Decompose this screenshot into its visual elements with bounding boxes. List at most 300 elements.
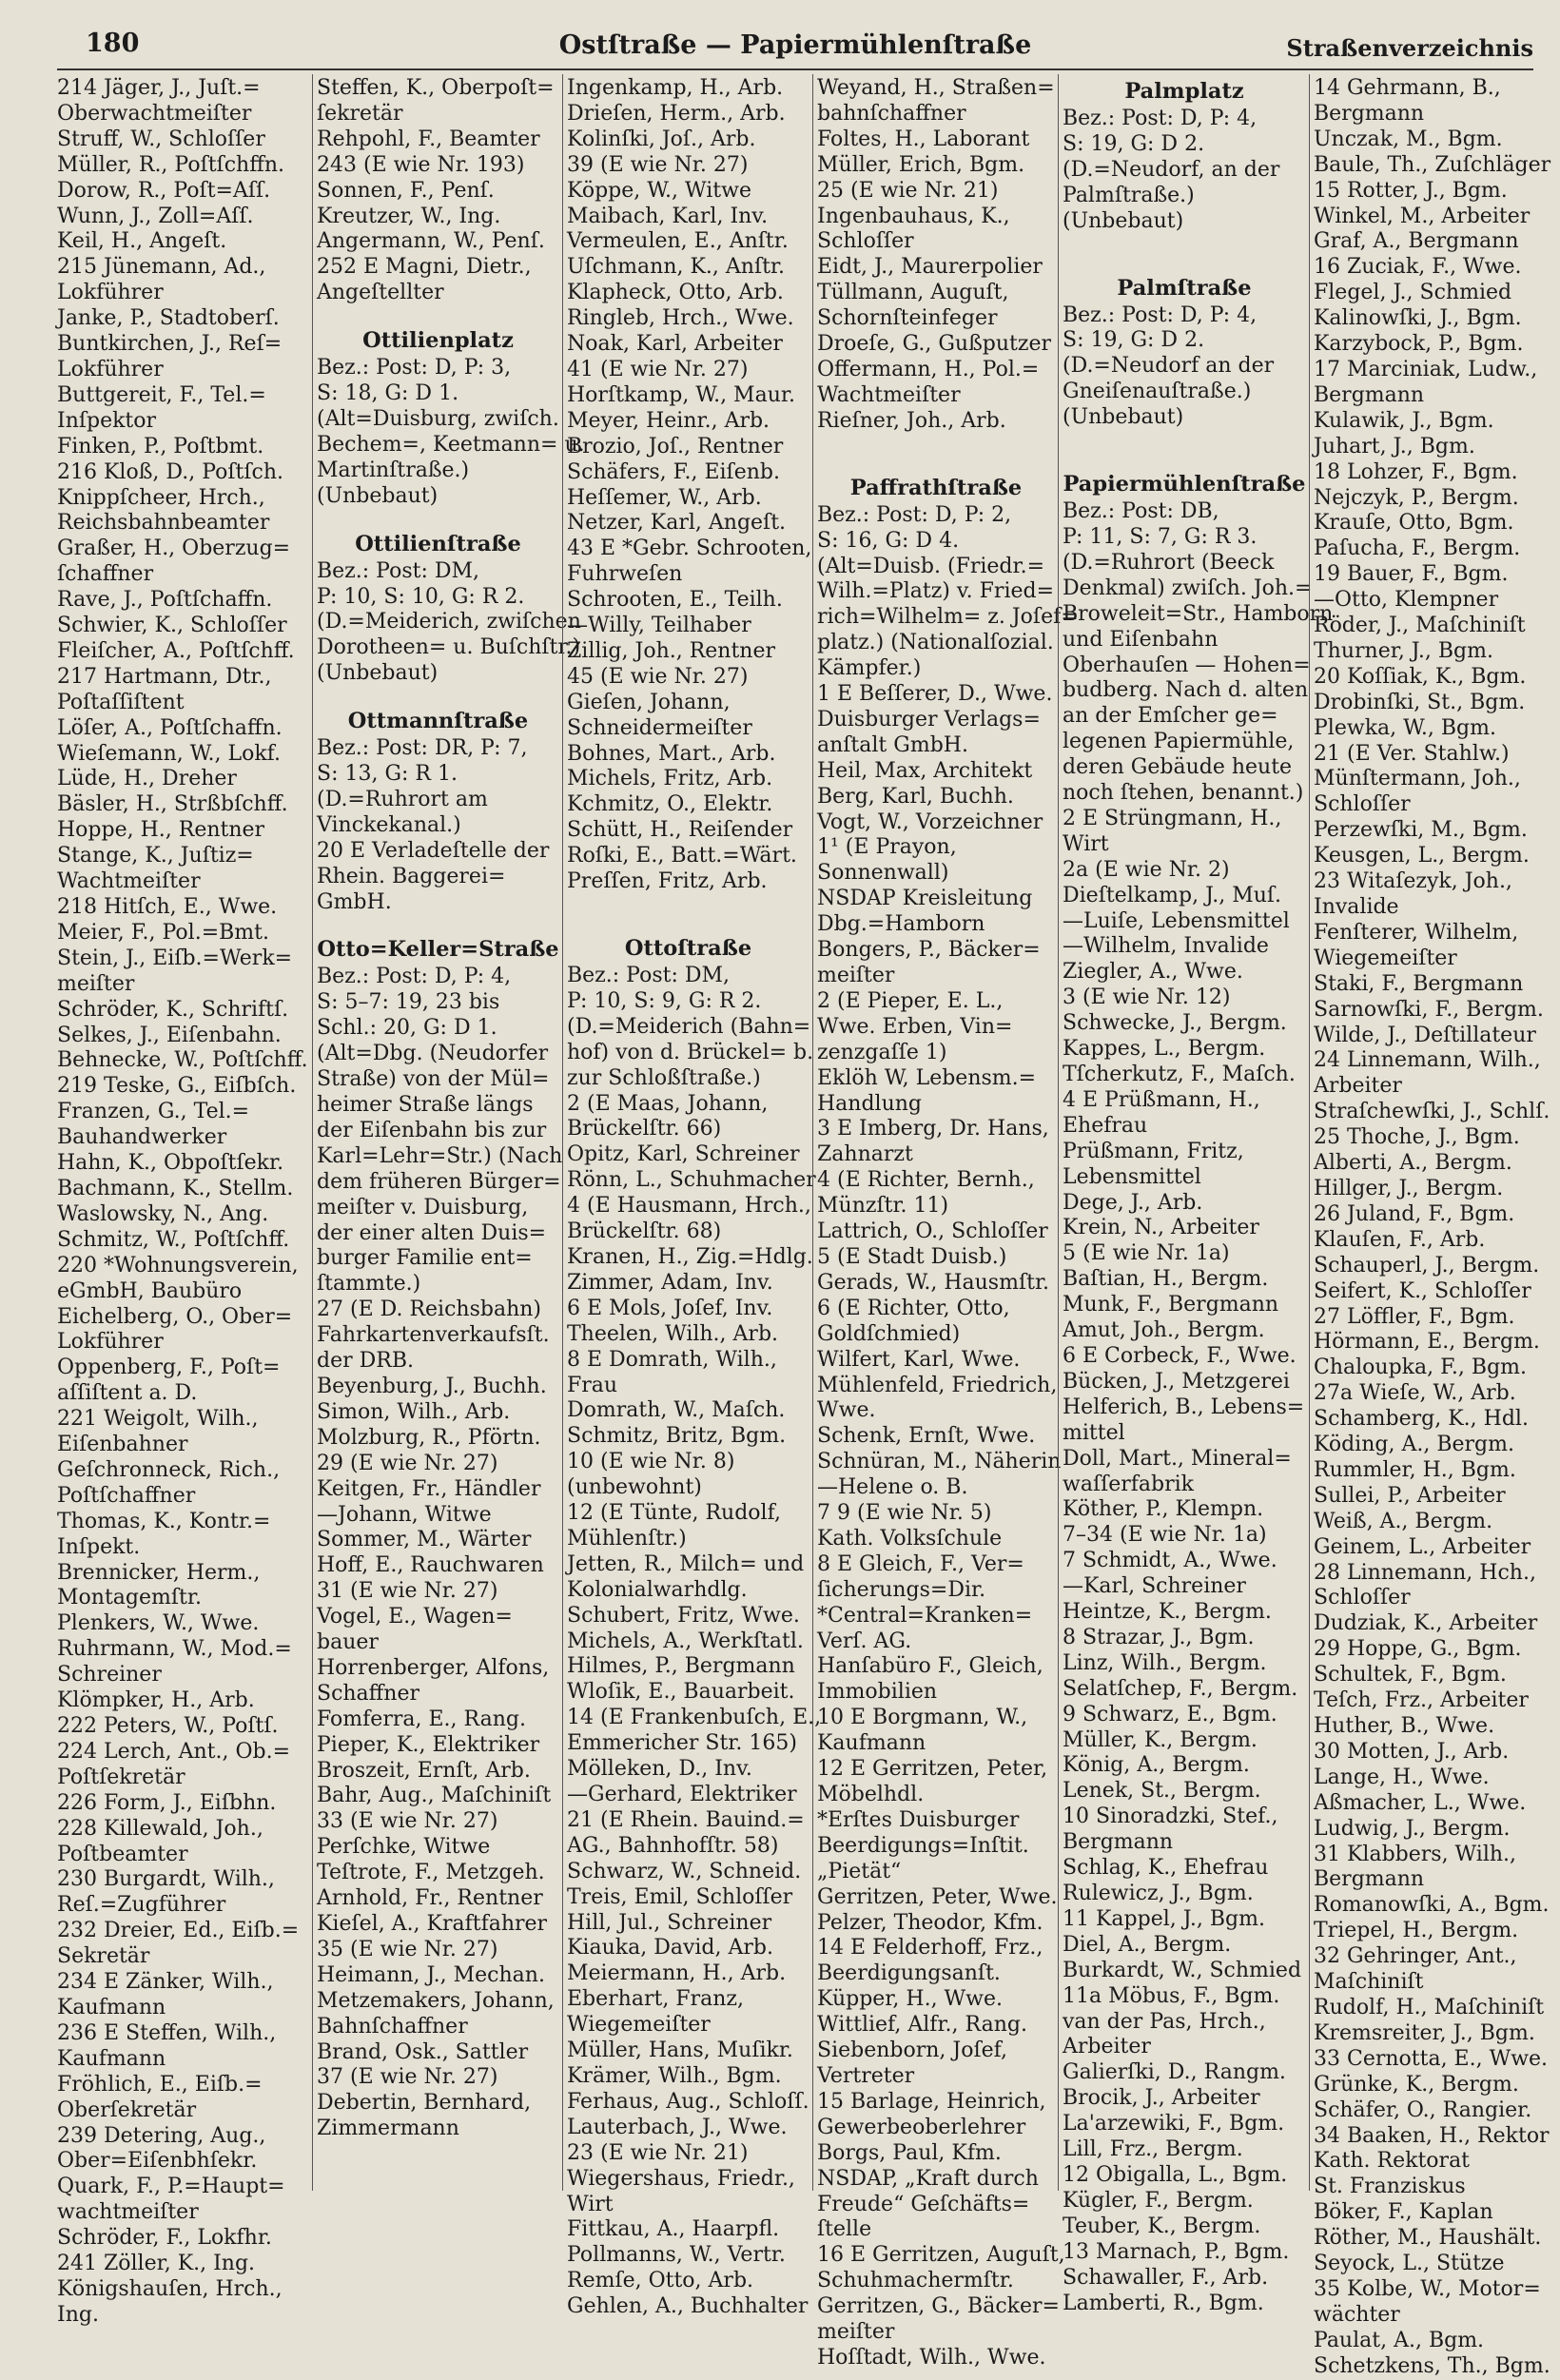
entry-line: S: 5–7: 19, 23 bis [317,990,500,1015]
entry-line: Wwe. Erben, Vin= [817,1014,1013,1039]
entry-line: 4 (E Hausmann, Hrch., [567,1194,811,1219]
entry-line: 25 (E wie Nr. 21) [817,178,999,203]
entry-line: Emmericher Str. 165) [567,1731,797,1756]
entry-line: Winkel, M., Arbeiter [1314,204,1531,228]
entry-line: Teuber, K., Bergm. [1063,2214,1261,2238]
entry-line: Fenſterer, Wilhelm, [1314,920,1519,945]
entry-line: Ludwig, J., Bergm. [1314,1816,1511,1841]
entry-line: Lokführer [57,281,164,305]
entry-line: Vertreter [817,2063,915,2088]
entry-line: Seyock, L., Stütze [1314,2252,1505,2276]
entry-line: Lüde, H., Dreher [57,767,237,791]
entry-line: Müller, K., Bergm. [1063,1727,1258,1752]
entry-line: 45 (E wie Nr. 27) [567,664,749,689]
entry-line: Gerritzen, G., Bäcker= [817,2294,1060,2319]
entry-line: (D.=Neudorf, an der [1063,157,1280,182]
entry-line: 214 Jäger, J., Juſt.= [57,76,261,100]
entry-line: 222 Peters, W., Poſtſ. [57,1714,279,1738]
entry-line: Gerads, W., Hausmſtr. [817,1270,1050,1295]
entry-line: Perzewſki, M., Bgm. [1314,818,1528,843]
entry-line: 33 Cernotta, E., Wwe. [1314,2046,1549,2071]
entry-line: Vogel, E., Wagen= [317,1605,513,1629]
entry-line: 27 Löffler, F., Bgm. [1314,1304,1515,1329]
entry-line: Wilh.=Platz) v. Fried= [817,579,1055,604]
entry-line: Sarnowſki, F., Bergm. [1314,997,1544,1022]
entry-line: Heimann, J., Mechan. [317,1962,545,1987]
entry-line: Netzer, Karl, Angeſt. [567,511,787,536]
entry-line: der Eiſenbahn bis zur [317,1118,547,1142]
entry-line: Baule, Th., Zuſchläger [1314,152,1551,177]
entry-line: NSDAP Kreisleitung [817,887,1033,911]
entry-line: 11 Kappel, J., Bgm. [1063,1906,1265,1931]
entry-line: Rhein. Baggerei= [317,864,506,888]
entry-line: Jetten, R., Milch= und [567,1551,805,1576]
entry-line: Brückelſtr. 68) [567,1219,722,1244]
entry-line: 21 (E Rhein. Bauind.= [567,1807,805,1832]
entry-line: Wirt [567,2192,614,2216]
entry-line: Schornſteinfeger [817,306,998,331]
entry-line: Doll, Mart., Mineral= [1063,1446,1292,1471]
entry-line: Baſtian, H., Bergm. [1063,1267,1269,1292]
entry-line: Kiauka, David, Arb. [567,1936,773,1961]
entry-line: Ehefrau [1063,1113,1148,1138]
entry-line: Köppe, W., Witwe [567,178,751,203]
entry-line: Rummler, H., Bgm. [1314,1457,1516,1482]
entry-line: burger Familie ent= [317,1246,533,1271]
entry-line: Metzemakers, Johann, [317,1988,555,2013]
entry-line: Wloſik, E., Bauarbeit. [567,1680,795,1705]
entry-line: Alberti, A., Bergm. [1314,1151,1512,1176]
entry-line: Arnhold, Fr., Rentner [317,1886,543,1911]
entry-line: (Unbebaut) [1063,208,1184,233]
entry-line: P: 10, S: 9, G: R 2. [567,988,762,1013]
entry-line: 14 (E Frankenbuſch, E., [567,1706,822,1730]
entry-line: Bez.: Post: D, P: 2, [817,502,1012,527]
entry-line: Invalide [1314,895,1399,919]
entry-line: Handlung [817,1091,923,1116]
entry-line: Schauperl, J., Bergm. [1314,1253,1540,1278]
entry-line: Bez.: Post: DM, [567,964,731,987]
entry-line: 29 (E wie Nr. 27) [317,1451,498,1475]
entry-line: Wiegemeiſter [567,2013,711,2038]
entry-line: Freude“ Geſchäfts= [817,2192,1030,2216]
entry-line: Keitgen, Fr., Händler [317,1476,541,1501]
entry-line: Schmitz, W., Poſtſchff. [57,1227,290,1252]
entry-line: eGmbH, Baubüro [57,1278,243,1303]
entry-line: Berg, Karl, Buchh. [817,784,1014,809]
entry-line: Klömpker, H., Arb. [57,1688,255,1713]
entry-line: 10 Sinoradzki, Stef., [1063,1805,1278,1829]
entry-line: 30 Motten, J., Arb. [1314,1739,1510,1764]
entry-line: Karl=Lehr=Str.) (Nach [317,1143,563,1168]
entry-line: Klauſen, F., Arb. [1314,1227,1486,1252]
entry-line: Meyer, Heinr., Arb. [567,408,770,433]
spacer [317,510,559,529]
entry-line: 13 Marnach, P., Bgm. [1063,2239,1290,2264]
entry-line: 228 Killewald, Joh., [57,1816,263,1841]
entry-line: 241 Zöller, K., Ing. [57,2252,256,2276]
entry-line: 15 Rotter, J., Bgm. [1314,178,1508,203]
spacer [1063,450,1306,469]
entry-line: Triepel, H., Bergm. [1314,1919,1519,1943]
entry-line: 6 (E Richter, Otto, [817,1296,1010,1320]
entry-line: Janke, P., Stadtoberſ. [57,306,280,331]
entry-line: 28 Linnemann, Hch., [1314,1560,1536,1585]
entry-line: 218 Hitſch, E., Wwe. [57,895,278,919]
entry-line: Horſtkamp, W., Maur. [567,382,795,407]
entry-line: 41 (E wie Nr. 27) [567,357,749,381]
entry-line: Huther, B., Wwe. [1314,1714,1495,1738]
entry-line: zur Schloßſtraße.) [567,1065,761,1090]
street-heading: Palmplatz [1124,79,1244,104]
entry-line: Bergmann [1314,1867,1425,1892]
entry-line: P: 11, S: 7, G: R 3. [1063,524,1258,549]
entry-line: Graßer, H., Oberzug= [57,536,291,561]
entry-line: Martinſtraße.) [317,458,470,482]
entry-line: Schubert, Fritz, Wwe. [567,1603,800,1628]
entry-line: —Johann, Witwe [317,1502,492,1527]
entry-line: 31 (E wie Nr. 27) [317,1579,498,1604]
entry-line: 3 (E wie Nr. 12) [1063,985,1231,1010]
entry-line: 11a Möbus, F., Bgm. [1063,1983,1280,2008]
entry-line: Tüllmann, Auguſt, [817,281,1009,305]
entry-line: Oberwachtmeiſter [57,101,252,126]
entry-line: Schloſſer [817,229,914,254]
entry-line: Kchmitz, O., Elektr. [567,792,773,817]
entry-line: „Pietät“ [817,1859,902,1883]
entry-line: Helferich, B., Lebens= [1063,1395,1305,1419]
street-heading: Paffrathſtraße [849,475,1023,500]
entry-line: Dbg.=Hamborn [817,912,985,937]
entry-line: Bergmann [1314,101,1425,126]
entry-line: Eklöh W, Lebensm.= [817,1065,1037,1090]
entry-line: und Eiſenbahn [1063,627,1219,652]
entry-line: Rehpohl, F., Beamter [317,127,540,151]
entry-line: Hanſabüro F., Gleich, [817,1654,1043,1679]
entry-line: Drobinſki, St., Bgm. [1314,690,1526,714]
entry-line: Aßmacher, L., Wwe. [1314,1790,1527,1815]
entry-line: Wittlief, Alfr., Rang. [817,2013,1027,2038]
entry-line: Rieſner, Joh., Arb. [817,408,1006,433]
entry-line: 35 Kolbe, W., Motor= [1314,2276,1541,2301]
column-divider [1309,74,1310,2191]
entry-line: Köther, P., Klempn. [1063,1497,1264,1522]
entry-line: (Alt=Duisburg, zwiſch. [317,406,559,431]
entry-line: 220 *Wohnungsverein, [57,1253,299,1278]
entry-line: Kaufmann [57,1995,166,2019]
entry-line: Behnecke, W., Poſtſchff. [57,1048,308,1073]
entry-line: Offermann, H., Pol.= [817,357,1040,381]
entry-line: S: 18, G: D 1. [317,381,459,406]
entry-line: Weyand, H., Straßen= [817,76,1055,100]
entry-line: legenen Papiermühle, [1063,730,1295,754]
entry-line: Schuhmachermſtr. [817,2269,1014,2293]
entry-line: Schnüran, M., Näherin [817,1450,1062,1474]
entry-line: Reſ.=Zugführer [57,1893,226,1918]
entry-line: wächter [1314,2302,1400,2327]
entry-line: 217 Hartmann, Dtr., [57,664,272,689]
entry-line: der DRB. [317,1349,414,1374]
entry-line: Brand, Osk., Sattler [317,2039,529,2064]
entry-line: 16 Zuciak, F., Wwe. [1314,255,1522,280]
column-divider [562,74,563,2191]
entry-line: 6 E Corbeck, F., Wwe. [1063,1343,1297,1368]
entry-line: Meier, F., Pol.=Bmt. [57,920,269,945]
entry-line: Bücken, J., Metzgerei [1063,1369,1290,1394]
entry-line: Gewerbeoberlehrer [817,2115,1026,2139]
entry-line: 7–34 (E wie Nr. 1a) [1063,1523,1267,1548]
entry-line: Dorotheen= u. Buſchſtr.) [317,635,581,660]
entry-line: Zillig, Joh., Rentner [567,638,776,663]
entry-line: Eberhart, Franz, [567,1987,744,2012]
section-title: Straßenverzeichnis [1286,34,1533,62]
entry-line: Kappes, L., Bergm. [1063,1037,1266,1062]
entry-line: (Unbebaut) [317,483,439,508]
entry-line: Schamberg, K., Hdl. [1314,1407,1529,1432]
entry-line: Lattrich, O., Schloſſer [817,1219,1048,1244]
entry-line: platz.) (Nationalſozial. [817,631,1054,655]
entry-line: Quark, F., P.=Haupt= [57,2175,285,2199]
entry-line: 232 Dreier, Ed., Eiſb.= [57,1919,300,1943]
entry-line: Kulawik, J., Bgm. [1314,408,1494,433]
entry-line: 14 Gehrmann, B., [1314,76,1501,100]
entry-line: Munk, F., Bergmann [1063,1293,1279,1317]
entry-line: Böker, F., Kaplan [1314,2200,1493,2225]
entry-line: 4 (E Richter, Bernh., [817,1168,1035,1193]
entry-line: Selatſchep, F., Bergm. [1063,1676,1298,1701]
entry-line: Sommer, M., Wärter [317,1528,532,1552]
entry-line: Ringleb, Hrch., Wwe. [567,306,794,331]
entry-line: —Karl, Schreiner [1063,1574,1246,1599]
entry-line: zenzgaſſe 1) [817,1040,947,1064]
entry-line: Löſer, A., Poſtſchaffn. [57,715,283,740]
entry-line: Brückelſtr. 66) [567,1117,722,1141]
entry-line: Schröder, F., Lokfhr. [57,2226,272,2251]
entry-line: Fleiſcher, A., Poſtſchff. [57,638,295,663]
entry-line: 6 E Mols, Joſef, Inv. [567,1296,773,1320]
entry-line: Königshauſen, Hrch., [57,2276,283,2301]
entry-line: Lebensmittel [1063,1164,1201,1189]
entry-line: Knippſcheer, Hrch., [57,485,265,510]
entry-line: St. Franziskus [1314,2175,1466,2199]
entry-line: 7 9 (E wie Nr. 5) [817,1501,992,1526]
entry-line: Schloſſer [1314,792,1411,817]
entry-line: 26 Juland, F., Bgm. [1314,1201,1515,1226]
entry-line: 39 (E wie Nr. 27) [567,152,749,177]
entry-line: aſſiſtent a. D. [57,1381,198,1406]
entry-line: 29 Hoppe, G., Bgm. [1314,1637,1522,1662]
entry-line: Paulat, A., Bgm. [1314,2328,1485,2352]
entry-line: Droeſe, G., Gußputzer [817,332,1051,357]
entry-line: Ing. [57,2302,99,2327]
entry-line: Müller, Erich, Bgm. [817,152,1025,177]
entry-line: Gneiſenauſtraße.) [1063,380,1252,404]
entry-line: Oberhauſen — Hohen= [1063,653,1311,677]
entry-line: Brennicker, Herm., [57,1560,261,1585]
entry-line: Wunn, J., Zoll=Aſſ. [57,204,254,228]
entry-line: bauer [317,1630,379,1655]
entry-line: heimer Straße längs [317,1093,534,1117]
entry-line: 27 (E D. Reichsbahn) [317,1297,541,1322]
entry-line: Goldſchmied) [817,1321,961,1346]
entry-line: 1¹ (E Prayon, [817,835,957,860]
entry-line: Foltes, H., Laborant [817,127,1030,151]
entry-line: König, A., Bergm. [1063,1753,1250,1778]
entry-line: 2 E Strüngmann, H., [1063,806,1282,830]
entry-line: (D.=Meiderich, zwiſchen [317,610,581,634]
entry-line: Treis, Emil, Schloſſer [567,1884,793,1909]
entry-line: 239 Detering, Aug., [57,2123,266,2148]
spacer [1063,254,1306,273]
entry-line: ſchaffner [57,562,154,587]
entry-line: Teſch, Frz., Arbeiter [1314,1688,1529,1713]
entry-line: —Willy, Teilhaber [567,614,751,638]
entry-line: Geſchronneck, Rich., [57,1457,281,1482]
street-heading: Palmſtraße [1117,275,1252,301]
entry-line: Oppenberg, F., Poſt= [57,1356,281,1380]
entry-line: Wilfert, Karl, Wwe. [817,1347,1021,1372]
spacer [317,306,559,325]
entry-line: Geinem, L., Arbeiter [1314,1534,1531,1559]
entry-line: 14 E Felderhoff, Frz., [817,1936,1043,1961]
entry-line: S: 13, G: R 1. [317,762,458,787]
column-divider [812,74,813,2191]
entry-line: bahnſchaffner [817,101,966,126]
entry-line: Verſ. AG. [817,1629,912,1653]
entry-line: Ingenbauhaus, K., [817,204,1010,228]
entry-line: Arbeiter [1063,2035,1151,2059]
entry-line: Kieſel, A., Kraftfahrer [317,1912,548,1936]
entry-line: Sonnen, F., Penſ. [317,178,495,203]
entry-line: Schreiner [57,1663,162,1687]
entry-line: Chaloupka, F., Bgm. [1314,1356,1528,1380]
entry-line: Fahrkartenverkaufsſt. [317,1323,550,1348]
entry-line: Angeſtellter [317,281,444,305]
entry-line: Fittkau, A., Haarpfl. [567,2217,780,2242]
entry-line: Wiegershaus, Friedr., [567,2166,795,2191]
entry-line: Struff, W., Schloſſer [57,127,265,151]
entry-line: Kolinſki, Joſ., Arb. [567,127,756,151]
entry-line: Preſſen, Fritz, Arb. [567,869,768,894]
entry-line: Selkes, J., Eiſenbahn. [57,1023,282,1047]
column-1 [57,76,309,2327]
entry-line: mittel [1063,1420,1125,1445]
entry-line: ſekretär [317,101,403,126]
entry-line: Linz, Wilh., Bergm. [1063,1650,1267,1675]
entry-line: Ober=Eiſenbhſekr. [57,2149,258,2174]
entry-line: 9 Schwarz, E., Bgm. [1063,1702,1277,1726]
entry-line: Bez.: Post: D, P: 4, [1063,107,1258,130]
entry-line: Müller, Hans, Muſikr. [567,2039,793,2063]
entry-line: Teſtrote, F., Metzgeh. [317,1861,545,1885]
entry-line: rich=Wilhelm= z. Joſef= [817,605,1079,630]
entry-line: Vermeulen, E., Anſtr. [567,229,789,254]
entry-line: Graf, A., Bergmann [1314,229,1519,254]
entry-line: waſſerfabrik [1063,1472,1194,1496]
entry-line: Gerritzen, Peter, Wwe. [817,1884,1058,1909]
entry-line: Schloſſer [1314,1586,1411,1610]
entry-line: 27a Wieſe, W., Arb. [1314,1381,1516,1406]
entry-line: 230 Burgardt, Wilh., [57,1867,275,1892]
entry-line: Lill, Frz., Bergm. [1063,2137,1243,2162]
entry-line: Gieſen, Johann, [567,690,731,714]
entry-line: Schwecke, J., Bergm. [1063,1011,1287,1036]
entry-line: Hoff, E., Rauchwaren [317,1553,544,1578]
entry-line: Wiegemeiſter [1314,946,1457,970]
entry-line: Pelzer, Theodor, Kfm. [817,1910,1043,1935]
entry-line: Pieper, K., Elektriker [317,1732,540,1757]
entry-line: Straſchewſki, J., Schlſ. [1314,1100,1550,1124]
entry-line: Münzſtr. 11) [817,1194,949,1219]
entry-line: Krein, N., Arbeiter [1063,1216,1259,1240]
entry-line: Bergmann [1314,382,1425,407]
entry-line: Galierſki, D., Rangm. [1063,2060,1286,2085]
entry-line: wachtmeiſter [57,2200,199,2225]
entry-line: meiſter [817,2320,895,2345]
street-heading: Ottoſtraße [624,936,752,961]
entry-line: 24 Linnemann, Wilh., [1314,1048,1541,1073]
entry-line: Plewka, W., Bgm. [1314,715,1496,740]
entry-line: Pollmanns, W., Vertr. [567,2243,786,2268]
entry-line: Bez.: Post: D, P: 3, [317,356,512,380]
entry-line: Schwarz, W., Schneid. [567,1859,802,1883]
entry-line: S: 19, G: D 2. [1063,328,1205,353]
entry-line: der einer alten Duis= [317,1220,547,1245]
entry-line: 8 E Domrath, Wilh., [567,1347,777,1372]
entry-line: Horrenberger, Alfons, [317,1655,550,1680]
entry-line: (Unbebaut) [317,661,439,686]
entry-line: Seifert, K., Schloſſer [1314,1278,1531,1303]
entry-line: 2a (E wie Nr. 2) [1063,857,1230,882]
entry-line: Ferhaus, Aug., Schloſſ. [567,2089,809,2114]
entry-line: Perſchke, Witwe [317,1835,491,1860]
entry-line: Arbeiter [1314,1074,1402,1099]
entry-line: 252 E Magni, Dietr., [317,255,532,280]
entry-line: Kranen, H., Zig.=Hdlg. [567,1244,813,1269]
entry-line: Gehlen, A., Buchhalter [567,2294,809,2319]
entry-line: 37 (E wie Nr. 27) [317,2065,498,2090]
entry-line: 21 (E Ver. Stahlw.) [1314,741,1510,766]
entry-line: Mölleken, D., Inv. [567,1757,752,1782]
entry-line: 23 (E wie Nr. 21) [567,2140,749,2165]
entry-line: Rulewicz, J., Bgm. [1063,1882,1254,1905]
entry-line: 20 E Verladeſtelle der [317,838,550,863]
entry-line: Debertin, Bernhard, [317,2091,532,2116]
entry-line: 17 Marciniak, Ludw., [1314,357,1538,381]
entry-line: 12 Obigalla, L., Bgm. [1063,2162,1288,2187]
entry-line: Michels, A., Werkſtatl. [567,1629,804,1653]
entry-line: 12 E Gerritzen, Peter, [817,1757,1048,1782]
entry-line: Buttgereit, F., Tel.= [57,382,266,407]
entry-line: (Unbebaut) [1063,405,1184,430]
entry-line: P: 10, S: 10, G: R 2. [317,584,525,609]
entry-line: Dieſtelkamp, J., Muſ. [1063,883,1282,907]
entry-line: Duisburger Verlags= [817,707,1041,732]
entry-line: Ziegler, A., Wwe. [1063,960,1243,985]
entry-line: Karzybock, P., Bgm. [1314,332,1524,357]
entry-line: Kolonialwarhdlg. [567,1577,748,1602]
spacer [317,915,559,934]
entry-line: Schawaller, F., Arb. [1063,2265,1269,2290]
entry-line: (D.=Neudorf an der [1063,354,1275,379]
entry-line: Dudziak, K., Arbeiter [1314,1611,1538,1636]
entry-line: AG., Bahnhofſtr. 58) [567,1833,779,1858]
entry-line: Maibach, Karl, Inv. [567,204,769,228]
entry-line: Schrooten, E., Teilh. [567,588,783,613]
spacer [817,435,1055,454]
entry-line: Eidt, J., Maurerpolier [817,255,1043,280]
entry-line: Mühlenſtr.) [567,1526,687,1551]
